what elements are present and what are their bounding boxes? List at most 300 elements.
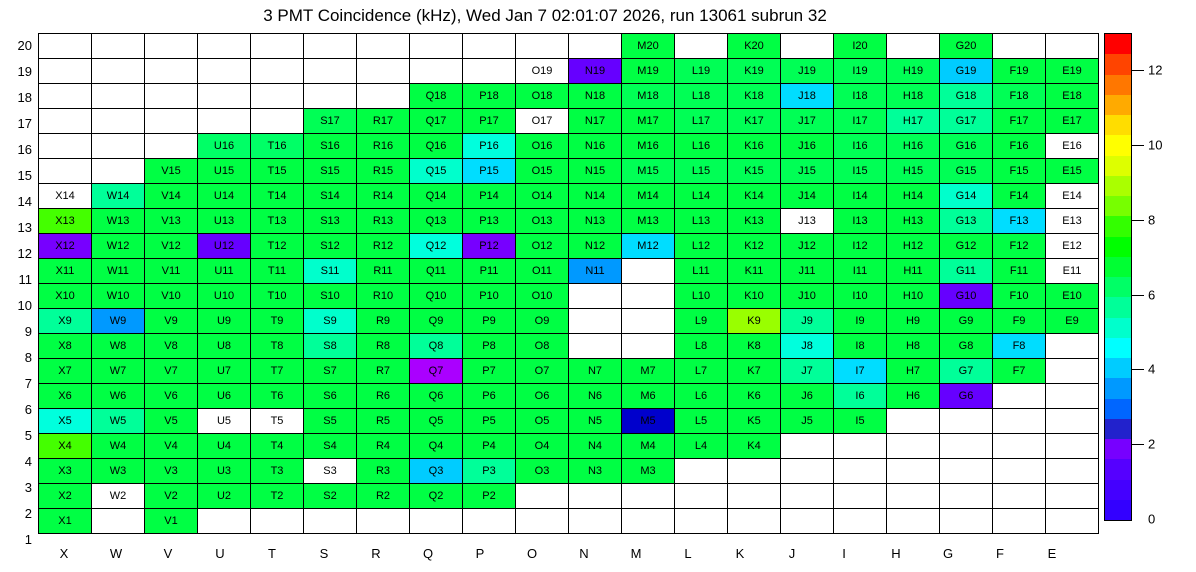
heatmap-cell-empty — [993, 384, 1046, 409]
heatmap-cell-V7: V7 — [145, 359, 198, 384]
heatmap-cell-U11: U11 — [198, 259, 251, 284]
heatmap-cell-O10: O10 — [516, 284, 569, 309]
colorbar-segment — [1105, 318, 1131, 338]
heatmap-cell-empty — [1046, 434, 1099, 459]
y-tick-label: 4 — [24, 454, 32, 469]
heatmap-cell-empty — [569, 284, 622, 309]
heatmap-cell-M17: M17 — [622, 109, 675, 134]
heatmap-cell-K4: K4 — [728, 434, 781, 459]
heatmap-cell-empty — [357, 509, 410, 534]
colorbar-segment — [1105, 95, 1131, 115]
heatmap-cell-M16: M16 — [622, 134, 675, 159]
heatmap-row — [39, 309, 1099, 334]
heatmap-cell-empty — [516, 34, 569, 59]
heatmap-cell-empty — [622, 484, 675, 509]
heatmap-cell-F14: F14 — [993, 184, 1046, 209]
colorbar-segment — [1105, 480, 1131, 500]
heatmap-cell-J9: J9 — [781, 309, 834, 334]
y-tick-label: 17 — [17, 116, 32, 131]
heatmap-cell-empty — [675, 459, 728, 484]
heatmap-cell-empty — [622, 509, 675, 534]
heatmap-cell-K10: K10 — [728, 284, 781, 309]
heatmap-cell-K14: K14 — [728, 184, 781, 209]
heatmap-cell-empty — [198, 84, 251, 109]
heatmap-cell-X8: X8 — [39, 334, 92, 359]
heatmap-cell-L17: L17 — [675, 109, 728, 134]
heatmap-cell-empty — [251, 109, 304, 134]
heatmap-cell-empty — [145, 109, 198, 134]
heatmap-cell-empty — [304, 509, 357, 534]
heatmap-cell-X11: X11 — [39, 259, 92, 284]
x-tick-label: S — [319, 546, 329, 561]
heatmap-cell-V1: V1 — [145, 509, 198, 534]
heatmap-cell-G9: G9 — [940, 309, 993, 334]
heatmap-cell-empty — [940, 409, 993, 434]
heatmap-cell-R7: R7 — [357, 359, 410, 384]
heatmap-cell-X5: X5 — [39, 409, 92, 434]
heatmap-cell-G14: G14 — [940, 184, 993, 209]
heatmap-cell-J13: J13 — [781, 209, 834, 234]
colorbar-segment — [1105, 115, 1131, 135]
heatmap-cell-P14: P14 — [463, 184, 516, 209]
heatmap-cell-O5: O5 — [516, 409, 569, 434]
heatmap-cell-U3: U3 — [198, 459, 251, 484]
heatmap-cell-R14: R14 — [357, 184, 410, 209]
heatmap-cell-K16: K16 — [728, 134, 781, 159]
heatmap-cell-empty — [887, 484, 940, 509]
heatmap-cell-empty — [463, 59, 516, 84]
heatmap-cell-M6: M6 — [622, 384, 675, 409]
heatmap-cell-empty — [516, 484, 569, 509]
heatmap-cell-empty — [993, 34, 1046, 59]
heatmap-cell-E17: E17 — [1046, 109, 1099, 134]
heatmap-cell-F7: F7 — [993, 359, 1046, 384]
colorbar-segment — [1105, 378, 1131, 398]
x-tick-label: E — [1047, 546, 1057, 561]
heatmap-cell-U6: U6 — [198, 384, 251, 409]
heatmap-cell-V9: V9 — [145, 309, 198, 334]
heatmap-cell-empty — [781, 484, 834, 509]
heatmap-cell-R12: R12 — [357, 234, 410, 259]
heatmap-cell-empty — [834, 459, 887, 484]
x-tick-label: T — [268, 546, 276, 561]
heatmap-cell-T11: T11 — [251, 259, 304, 284]
heatmap-cell-H18: H18 — [887, 84, 940, 109]
heatmap-cell-Q7: Q7 — [410, 359, 463, 384]
heatmap-cell-I9: I9 — [834, 309, 887, 334]
colorbar-segment — [1105, 54, 1131, 74]
colorbar-segment — [1105, 338, 1131, 358]
heatmap-cell-O13: O13 — [516, 209, 569, 234]
heatmap-cell-L7: L7 — [675, 359, 728, 384]
heatmap-cell-H10: H10 — [887, 284, 940, 309]
heatmap-cell-X14: X14 — [39, 184, 92, 209]
heatmap-cell-empty — [304, 84, 357, 109]
heatmap-cell-Q14: Q14 — [410, 184, 463, 209]
heatmap-cell-H13: H13 — [887, 209, 940, 234]
heatmap-cell-L14: L14 — [675, 184, 728, 209]
heatmap-cell-P16: P16 — [463, 134, 516, 159]
heatmap-cell-P2: P2 — [463, 484, 516, 509]
colorbar-tick-label: 4 — [1148, 361, 1156, 377]
heatmap-cell-N4: N4 — [569, 434, 622, 459]
heatmap-cell-P13: P13 — [463, 209, 516, 234]
heatmap-cell-W8: W8 — [92, 334, 145, 359]
heatmap-cell-L8: L8 — [675, 334, 728, 359]
heatmap-cell-empty — [569, 509, 622, 534]
heatmap-cell-M13: M13 — [622, 209, 675, 234]
heatmap-cell-J10: J10 — [781, 284, 834, 309]
heatmap-cell-O8: O8 — [516, 334, 569, 359]
heatmap-cell-T6: T6 — [251, 384, 304, 409]
heatmap-cell-empty — [1046, 509, 1099, 534]
heatmap-cell-empty — [1046, 34, 1099, 59]
y-tick-label: 7 — [24, 376, 32, 391]
heatmap-cell-I20: I20 — [834, 34, 887, 59]
heatmap-cell-Q3: Q3 — [410, 459, 463, 484]
heatmap-cell-Q6: Q6 — [410, 384, 463, 409]
heatmap-cell-G19: G19 — [940, 59, 993, 84]
heatmap-cell-K12: K12 — [728, 234, 781, 259]
heatmap-cell-empty — [887, 34, 940, 59]
heatmap-cell-empty — [251, 34, 304, 59]
heatmap-cell-O4: O4 — [516, 434, 569, 459]
heatmap-cell-V4: V4 — [145, 434, 198, 459]
heatmap-cell-empty — [92, 134, 145, 159]
heatmap-cell-L9: L9 — [675, 309, 728, 334]
colorbar — [1104, 33, 1132, 521]
heatmap-cell-H16: H16 — [887, 134, 940, 159]
heatmap-cell-V12: V12 — [145, 234, 198, 259]
heatmap-cell-F15: F15 — [993, 159, 1046, 184]
y-tick-label: 13 — [17, 220, 32, 235]
heatmap-cell-S8: S8 — [304, 334, 357, 359]
heatmap-cell-V8: V8 — [145, 334, 198, 359]
heatmap-cell-empty — [1046, 359, 1099, 384]
heatmap-cell-O12: O12 — [516, 234, 569, 259]
y-axis-labels — [0, 33, 32, 553]
heatmap-row — [39, 184, 1099, 209]
y-tick-label: 1 — [24, 532, 32, 547]
heatmap-cell-empty — [251, 509, 304, 534]
heatmap-row — [39, 109, 1099, 134]
heatmap-cell-H14: H14 — [887, 184, 940, 209]
heatmap-cell-L18: L18 — [675, 84, 728, 109]
x-tick-label: L — [684, 546, 692, 561]
heatmap-cell-Q2: Q2 — [410, 484, 463, 509]
heatmap-row — [39, 459, 1099, 484]
heatmap-cell-empty — [92, 109, 145, 134]
heatmap-cell-W6: W6 — [92, 384, 145, 409]
heatmap-cell-empty — [1046, 459, 1099, 484]
heatmap-cell-V11: V11 — [145, 259, 198, 284]
heatmap-cell-G17: G17 — [940, 109, 993, 134]
heatmap-cell-I13: I13 — [834, 209, 887, 234]
heatmap-cell-L13: L13 — [675, 209, 728, 234]
heatmap-cell-W10: W10 — [92, 284, 145, 309]
heatmap-cell-E19: E19 — [1046, 59, 1099, 84]
heatmap-cell-empty — [940, 459, 993, 484]
heatmap-cell-V14: V14 — [145, 184, 198, 209]
colorbar-segment — [1105, 257, 1131, 277]
heatmap-cell-T10: T10 — [251, 284, 304, 309]
heatmap-cell-empty — [39, 34, 92, 59]
heatmap-cell-empty — [622, 309, 675, 334]
heatmap-cell-R11: R11 — [357, 259, 410, 284]
heatmap-cell-empty — [1046, 484, 1099, 509]
heatmap-cell-P6: P6 — [463, 384, 516, 409]
colorbar-tick-mark — [1132, 444, 1144, 445]
heatmap-cell-S7: S7 — [304, 359, 357, 384]
heatmap-cell-N6: N6 — [569, 384, 622, 409]
heatmap-cell-W9: W9 — [92, 309, 145, 334]
heatmap-cell-K7: K7 — [728, 359, 781, 384]
heatmap-cell-G13: G13 — [940, 209, 993, 234]
heatmap-cell-R9: R9 — [357, 309, 410, 334]
heatmap-cell-P5: P5 — [463, 409, 516, 434]
heatmap-cell-L19: L19 — [675, 59, 728, 84]
heatmap-cell-X1: X1 — [39, 509, 92, 534]
heatmap-cell-N7: N7 — [569, 359, 622, 384]
heatmap-cell-empty — [622, 259, 675, 284]
y-tick-label: 19 — [17, 64, 32, 79]
heatmap-cell-O14: O14 — [516, 184, 569, 209]
heatmap-cell-X12: X12 — [39, 234, 92, 259]
heatmap-row — [39, 159, 1099, 184]
heatmap-cell-empty — [198, 109, 251, 134]
heatmap-cell-E13: E13 — [1046, 209, 1099, 234]
heatmap-cell-empty — [569, 309, 622, 334]
heatmap-cell-N13: N13 — [569, 209, 622, 234]
y-tick-label: 20 — [17, 38, 32, 53]
heatmap-cell-L15: L15 — [675, 159, 728, 184]
heatmap-cell-K18: K18 — [728, 84, 781, 109]
heatmap-cell-P15: P15 — [463, 159, 516, 184]
heatmap-cell-empty — [410, 34, 463, 59]
colorbar-tick-mark — [1132, 70, 1144, 71]
heatmap-cell-empty — [887, 509, 940, 534]
heatmap-cell-empty — [357, 34, 410, 59]
heatmap-cell-I5: I5 — [834, 409, 887, 434]
colorbar-tick-label: 6 — [1148, 287, 1156, 303]
heatmap-cell-N11: N11 — [569, 259, 622, 284]
heatmap-row — [39, 409, 1099, 434]
heatmap-cell-empty — [993, 434, 1046, 459]
heatmap-cell-empty — [39, 59, 92, 84]
colorbar-segment — [1105, 439, 1131, 459]
heatmap-cell-I7: I7 — [834, 359, 887, 384]
heatmap-cell-N14: N14 — [569, 184, 622, 209]
heatmap-cell-U15: U15 — [198, 159, 251, 184]
heatmap-cell-Q12: Q12 — [410, 234, 463, 259]
heatmap-cell-U10: U10 — [198, 284, 251, 309]
heatmap-cell-Q17: Q17 — [410, 109, 463, 134]
heatmap-cell-R16: R16 — [357, 134, 410, 159]
x-tick-label: I — [842, 546, 846, 561]
heatmap-cell-W14: W14 — [92, 184, 145, 209]
heatmap-cell-P8: P8 — [463, 334, 516, 359]
heatmap-cell-H19: H19 — [887, 59, 940, 84]
heatmap-cell-empty — [569, 484, 622, 509]
heatmap-cell-R3: R3 — [357, 459, 410, 484]
x-tick-label: W — [109, 546, 123, 561]
heatmap-cell-empty — [887, 434, 940, 459]
heatmap-cell-U7: U7 — [198, 359, 251, 384]
heatmap-cell-Q11: Q11 — [410, 259, 463, 284]
heatmap-cell-X6: X6 — [39, 384, 92, 409]
x-axis-labels — [38, 545, 1078, 563]
heatmap-cell-U12: U12 — [198, 234, 251, 259]
heatmap-cell-P4: P4 — [463, 434, 516, 459]
heatmap-cell-R6: R6 — [357, 384, 410, 409]
heatmap-cell-V6: V6 — [145, 384, 198, 409]
x-tick-label: F — [996, 546, 1004, 561]
y-tick-label: 11 — [18, 272, 32, 287]
y-tick-label: 8 — [24, 350, 32, 365]
heatmap-cell-R10: R10 — [357, 284, 410, 309]
heatmap-cell-Q9: Q9 — [410, 309, 463, 334]
heatmap-cell-X10: X10 — [39, 284, 92, 309]
x-tick-label: N — [579, 546, 589, 561]
heatmap-cell-I19: I19 — [834, 59, 887, 84]
heatmap-cell-U5: U5 — [198, 409, 251, 434]
heatmap-row — [39, 234, 1099, 259]
heatmap-cell-empty — [251, 59, 304, 84]
y-tick-label: 5 — [24, 428, 32, 443]
heatmap-cell-O15: O15 — [516, 159, 569, 184]
heatmap-cell-K20: K20 — [728, 34, 781, 59]
heatmap-cell-N17: N17 — [569, 109, 622, 134]
heatmap-cell-empty — [198, 59, 251, 84]
colorbar-tick-mark — [1132, 369, 1144, 370]
heatmap-cell-U9: U9 — [198, 309, 251, 334]
heatmap-cell-empty — [39, 134, 92, 159]
y-tick-label: 18 — [17, 90, 32, 105]
colorbar-tick-label: 2 — [1148, 436, 1156, 452]
heatmap-cell-X2: X2 — [39, 484, 92, 509]
x-tick-label: X — [59, 546, 69, 561]
colorbar-segment — [1105, 459, 1131, 479]
heatmap-cell-X13: X13 — [39, 209, 92, 234]
heatmap-cell-I16: I16 — [834, 134, 887, 159]
heatmap-cell-empty — [410, 59, 463, 84]
heatmap-cell-U8: U8 — [198, 334, 251, 359]
heatmap-cell-M7: M7 — [622, 359, 675, 384]
heatmap-cell-empty — [92, 59, 145, 84]
heatmap-cell-N5: N5 — [569, 409, 622, 434]
heatmap-cell-T9: T9 — [251, 309, 304, 334]
heatmap-cell-O6: O6 — [516, 384, 569, 409]
heatmap-cell-F10: F10 — [993, 284, 1046, 309]
heatmap-cell-J18: J18 — [781, 84, 834, 109]
heatmap-cell-S15: S15 — [304, 159, 357, 184]
heatmap-cell-T15: T15 — [251, 159, 304, 184]
heatmap-cell-E15: E15 — [1046, 159, 1099, 184]
heatmap-cell-G12: G12 — [940, 234, 993, 259]
x-tick-label: O — [526, 546, 538, 561]
heatmap-cell-G15: G15 — [940, 159, 993, 184]
heatmap-cell-empty — [940, 484, 993, 509]
heatmap-row — [39, 284, 1099, 309]
heatmap-cell-Q5: Q5 — [410, 409, 463, 434]
heatmap-cell-O7: O7 — [516, 359, 569, 384]
heatmap-cell-M4: M4 — [622, 434, 675, 459]
heatmap-cell-I11: I11 — [834, 259, 887, 284]
heatmap-cell-empty — [198, 34, 251, 59]
heatmap-cell-J6: J6 — [781, 384, 834, 409]
heatmap-cell-empty — [781, 509, 834, 534]
heatmap-cell-F18: F18 — [993, 84, 1046, 109]
heatmap-cell-F9: F9 — [993, 309, 1046, 334]
colorbar-segment — [1105, 297, 1131, 317]
heatmap-row — [39, 334, 1099, 359]
heatmap-cell-I6: I6 — [834, 384, 887, 409]
heatmap-row — [39, 34, 1099, 59]
heatmap-cell-T16: T16 — [251, 134, 304, 159]
heatmap-cell-W12: W12 — [92, 234, 145, 259]
heatmap-grid — [38, 33, 1099, 534]
heatmap-cell-H6: H6 — [887, 384, 940, 409]
heatmap-cell-E9: E9 — [1046, 309, 1099, 334]
heatmap-cell-W3: W3 — [92, 459, 145, 484]
x-tick-label: H — [891, 546, 901, 561]
heatmap-cell-M3: M3 — [622, 459, 675, 484]
heatmap-cell-empty — [304, 59, 357, 84]
colorbar-tick-label: 8 — [1148, 212, 1156, 228]
heatmap-cell-H15: H15 — [887, 159, 940, 184]
heatmap-cell-M15: M15 — [622, 159, 675, 184]
heatmap-cell-R13: R13 — [357, 209, 410, 234]
heatmap-cell-empty — [728, 459, 781, 484]
heatmap-cell-empty — [39, 109, 92, 134]
heatmap-cell-S16: S16 — [304, 134, 357, 159]
heatmap-row — [39, 134, 1099, 159]
heatmap-cell-S10: S10 — [304, 284, 357, 309]
heatmap-cell-empty — [463, 34, 516, 59]
heatmap-cell-K17: K17 — [728, 109, 781, 134]
heatmap-cell-X7: X7 — [39, 359, 92, 384]
page-title: 3 PMT Coincidence (kHz), Wed Jan 7 02:01:07 2026, run 13061 subrun 32 — [263, 6, 827, 25]
heatmap-cell-empty — [622, 334, 675, 359]
heatmap-cell-Q10: Q10 — [410, 284, 463, 309]
heatmap-cell-T12: T12 — [251, 234, 304, 259]
heatmap-cell-M12: M12 — [622, 234, 675, 259]
heatmap-cell-V10: V10 — [145, 284, 198, 309]
heatmap-cell-F11: F11 — [993, 259, 1046, 284]
heatmap-cell-W2: W2 — [92, 484, 145, 509]
heatmap-cell-U14: U14 — [198, 184, 251, 209]
x-tick-label: M — [630, 546, 642, 561]
colorbar-tick-label: 12 — [1148, 62, 1163, 78]
heatmap-cell-Q13: Q13 — [410, 209, 463, 234]
heatmap-cell-empty — [304, 34, 357, 59]
x-tick-label: U — [215, 546, 225, 561]
heatmap-cell-I15: I15 — [834, 159, 887, 184]
heatmap-cell-W4: W4 — [92, 434, 145, 459]
heatmap-cell-empty — [1046, 409, 1099, 434]
x-tick-label: Q — [422, 546, 434, 561]
heatmap-cell-J17: J17 — [781, 109, 834, 134]
heatmap-cell-N3: N3 — [569, 459, 622, 484]
heatmap-cell-L16: L16 — [675, 134, 728, 159]
heatmap-cell-J16: J16 — [781, 134, 834, 159]
heatmap-cell-U13: U13 — [198, 209, 251, 234]
heatmap-cell-G18: G18 — [940, 84, 993, 109]
heatmap-row — [39, 84, 1099, 109]
heatmap-cell-empty — [675, 484, 728, 509]
heatmap-cell-T13: T13 — [251, 209, 304, 234]
heatmap-cell-W5: W5 — [92, 409, 145, 434]
